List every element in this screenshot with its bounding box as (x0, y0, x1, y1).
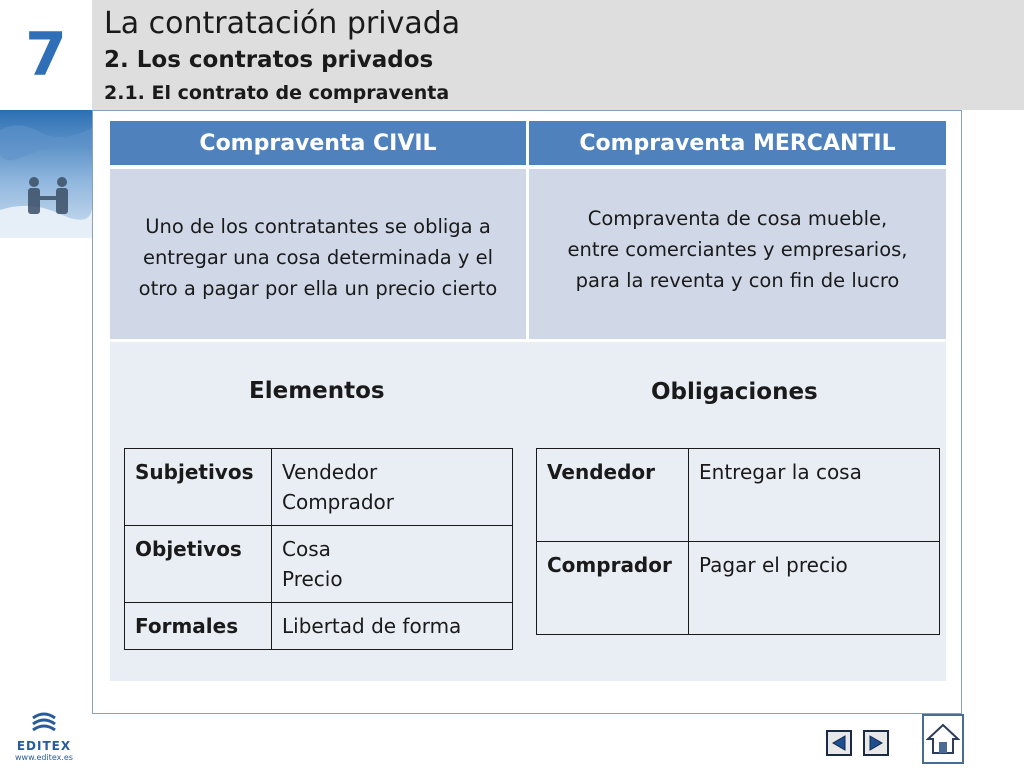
table-row (537, 449, 940, 542)
section-title: 2. Los contratos privados (104, 47, 434, 73)
subsection-title: 2.1. El contrato de compraventa (104, 82, 450, 104)
elementos-value: Libertad de forma (272, 603, 513, 650)
civil-heading: Compraventa CIVIL (110, 121, 526, 165)
obligaciones-label: Vendedor (537, 449, 689, 542)
chapter-number: 7 (25, 20, 67, 90)
next-slide-button[interactable] (863, 730, 889, 756)
elementos-label: Formales (125, 603, 272, 650)
civil-definition: Uno de los contratantes se obliga a entregar una cosa determinada y el otro a pagar por ella un precio cierto (110, 169, 526, 339)
elementos-title: Elementos (249, 378, 385, 404)
home-icon (926, 722, 960, 756)
obligaciones-value: Entregar la cosa (689, 449, 940, 542)
editex-logo-icon (29, 712, 59, 734)
elementos-label: Objetivos (125, 526, 272, 603)
triangle-left-icon (830, 734, 848, 752)
obligaciones-label: Comprador (537, 542, 689, 635)
mercantil-definition: Compraventa de cosa mueble, entre comerciantes y empresarios, para la reventa y con fin de lucro (529, 169, 946, 339)
table-row (125, 449, 513, 526)
editex-logo (12, 712, 76, 766)
previous-slide-button[interactable] (826, 730, 852, 756)
elementos-value: Vendedor Comprador (272, 449, 513, 526)
logo-name: EDITEX (16, 739, 72, 753)
obligaciones-value: Pagar el precio (689, 542, 940, 635)
elementos-value: Cosa Precio (272, 526, 513, 603)
table-row (537, 542, 940, 635)
triangle-right-icon (867, 734, 885, 752)
page-title: La contratación privada (104, 6, 461, 41)
table-row (125, 526, 513, 603)
obligaciones-table (536, 448, 940, 635)
elementos-label: Subjetivos (125, 449, 272, 526)
business-handshake-image (0, 110, 92, 238)
home-button[interactable] (922, 714, 964, 764)
mercantil-heading: Compraventa MERCANTIL (529, 121, 946, 165)
table-row (125, 603, 513, 650)
header-bar (92, 0, 1024, 110)
obligaciones-title: Obligaciones (651, 379, 818, 405)
logo-url: www.editex.es (15, 753, 73, 762)
elementos-table (124, 448, 513, 650)
